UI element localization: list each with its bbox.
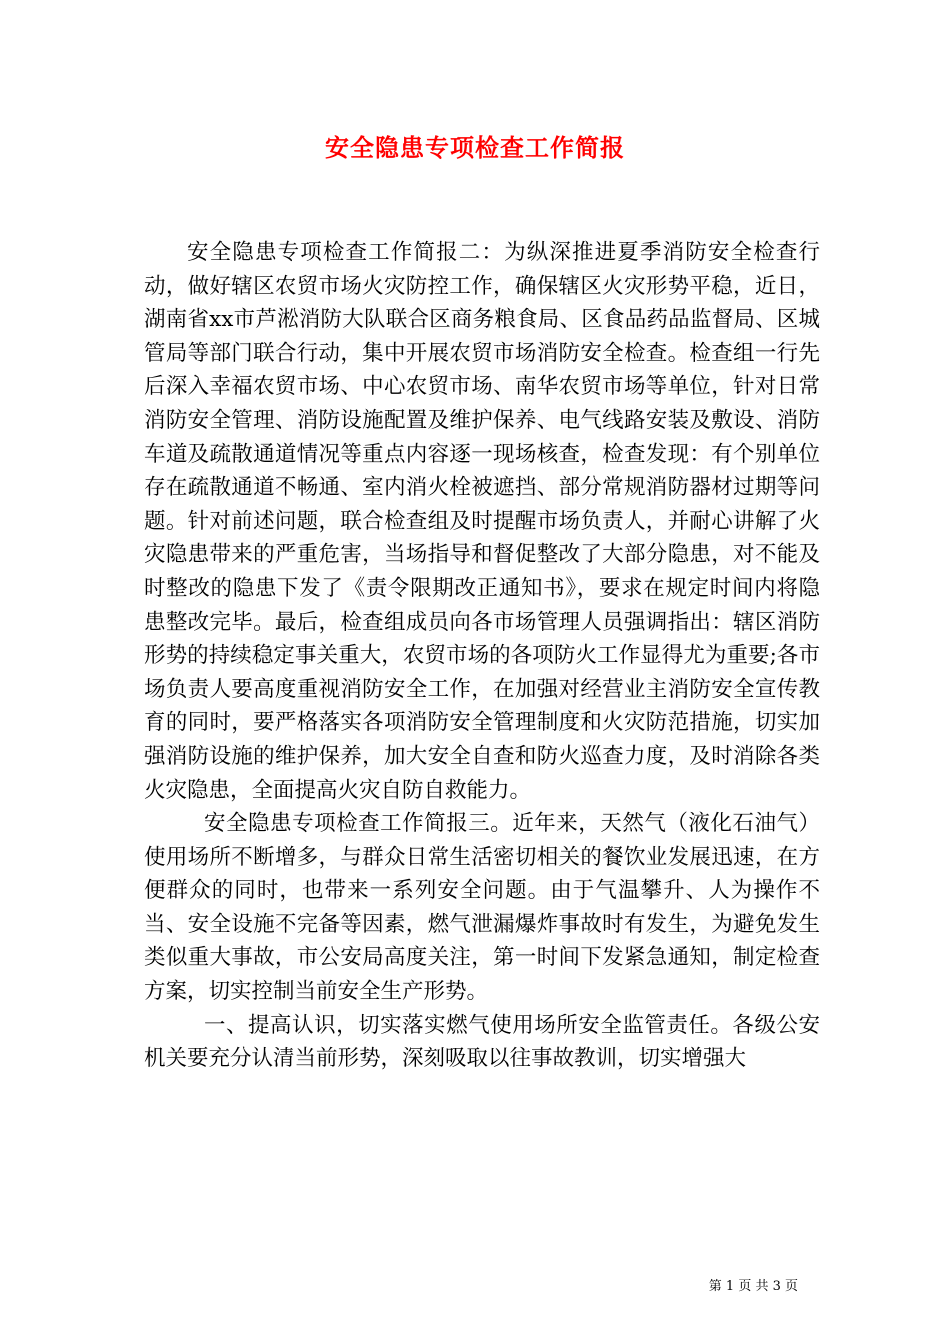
paragraph-briefing-two: 安全隐患专项检查工作简报二：为纵深推进夏季消防安全检查行动，做好辖区农贸市场火灾防控工作，确保辖区火灾形势平稳，近日，湖南省xx市芦淞消防大队联合区商务粮食局、区食品药品监督局、区城管局等部门联合行动，集中开展农贸市场消防安全检查。检查组一行先后深入幸福农贸市场、中心农贸市场、南华农贸市场等单位，针对日常消防安全管理、消防设施配置及维护保养、电气线路安装及敷设、消防车道及疏散通道情况等重点内容逐一现场核查，检查发现：有个别单位存在疏散通道不畅通、室内消火栓被遮挡、部分常规消防器材过期等问题。针对前述问题，联合检查组及时提醒市场负责人，并耐心讲解了火灾隐患带来的严重危害，当场指导和督促整改了大部分隐患，对不能及时整改的隐患下发了《责令限期改正通知书》，要求在规定时间内将隐患整改完毕。最后，检查组成员向各市场管理人员强调指出：辖区消防形势的持续稳定事关重大，农贸市场的各项防火工作显得尤为重要;各市场负责人要高度重视消防安全工作，在加强对经营业主消防安全宣传教育的同时，要严格落实各项消防安全管理制度和火灾防范措施，切实加强消防设施的维护保养，加大安全自查和防火巡查力度，及时消除各类火灾隐患，全面提高火灾自防自救能力。	[144, 240, 820, 803]
document-body	[144, 236, 820, 1076]
paragraph-briefing-three: 安全隐患专项检查工作简报三。近年来，天然气（液化石油气）使用场所不断增多，与群众日常生活密切相关的餐饮业发展迅速，在方便群众的同时，也带来一系列安全问题。由于气温攀升、人为操作不当、安全设施不完备等因素，燃气泄漏爆炸事故时有发生，为避免发生类似重大事故，市公安局高度关注，第一时间下发紧急通知，制定检查方案，切实控制当前安全生产形势。	[144, 811, 820, 1005]
page-number-footer: 第 1 页 共 3 页	[708, 1279, 798, 1294]
paragraph-section-one: 一、提高认识，切实落实燃气使用场所安全监管责任。各级公安机关要充分认清当前形势，深刻吸取以往事故教训，切实增强大	[144, 1012, 820, 1072]
document-title: 安全隐患专项检查工作简报	[325, 133, 625, 162]
